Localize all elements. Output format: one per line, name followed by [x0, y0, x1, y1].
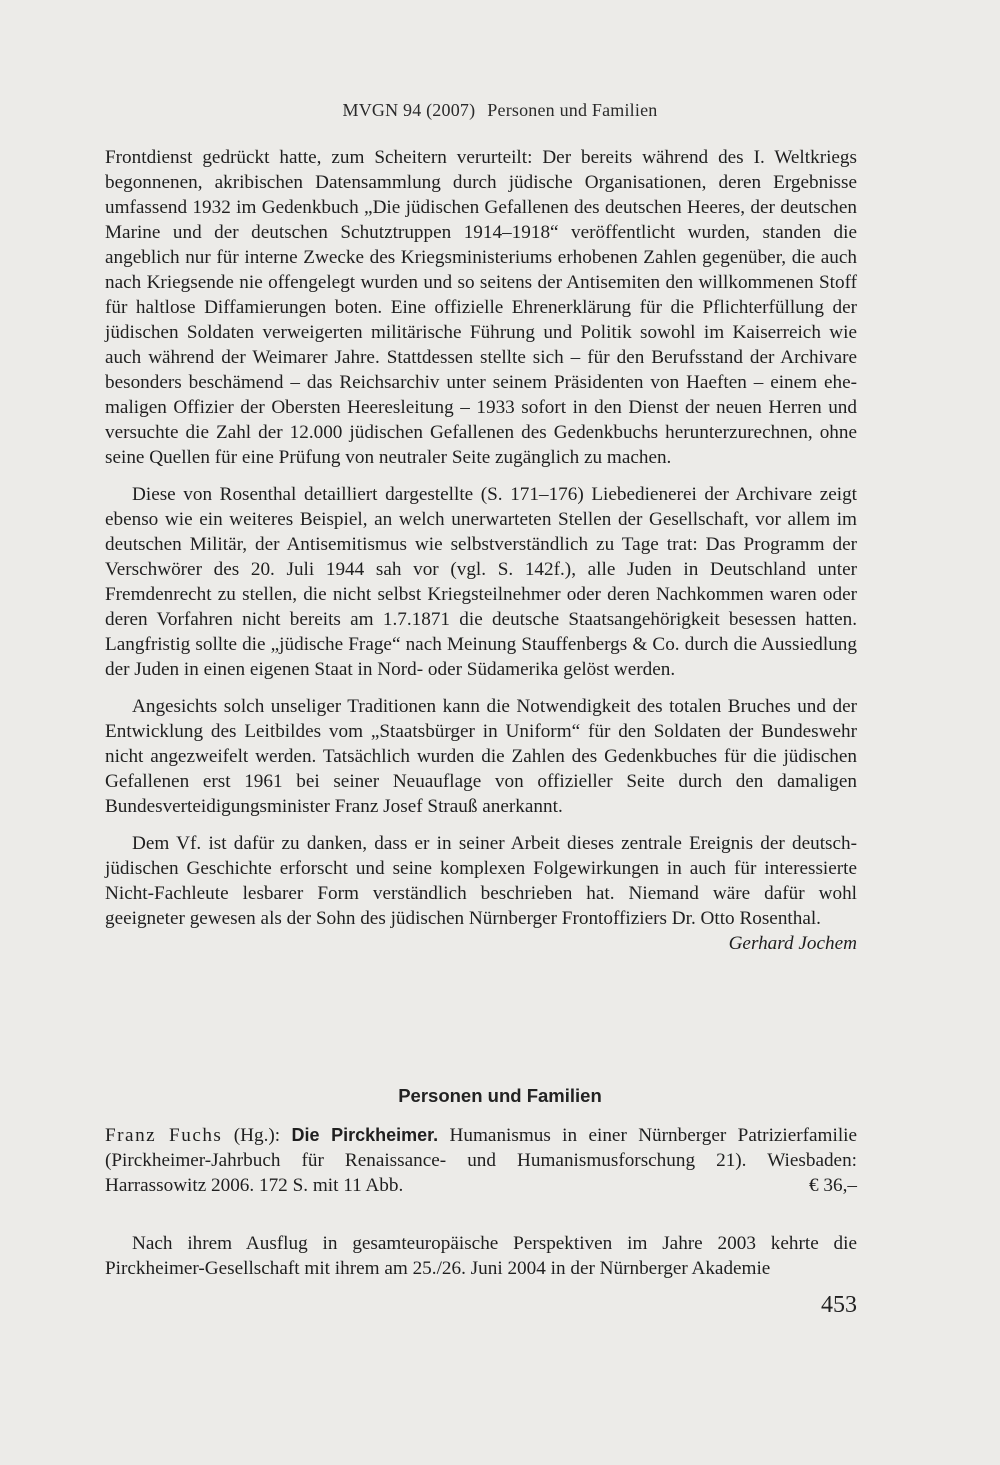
editor-mark: (Hg.):: [233, 1125, 281, 1146]
paragraph-4: [105, 831, 857, 954]
book-price: € 36,–: [809, 1175, 857, 1196]
page-number: 453: [821, 1292, 857, 1318]
section-heading: Personen und Familien: [398, 1085, 602, 1106]
running-head: [0, 100, 1000, 121]
paragraph-4-text: Dem Vf. ist dafür zu danken, dass er in seiner Arbeit dieses zentrale Ereignis der deutsch-jüdischen Geschichte erforscht und seine komplexen Folgewirkungen in auch für interessierte Nicht-Fachleute lesbarer Form verständlich beschrieben hat. Niemand wäre dafür wohl geeigneter gewesen als der Sohn des jüdischen Nürnberger Frontoffiziers Dr. Otto Rosenthal.: [105, 833, 857, 929]
bibliographic-entry: [105, 1123, 857, 1198]
book-details: Humanismus in einer Nürnberger Patrizierfamilie (Pirckheimer-Jahrbuch für Renaissance- und Humanismusforschung 21). Wiesbaden: Harrassowitz 2006. 172 S. mit 11 Abb.: [105, 1125, 857, 1196]
book-author: Franz Fuchs: [105, 1125, 223, 1146]
journal-reference: MVGN 94 (2007): [342, 100, 476, 120]
review-body: [105, 145, 857, 956]
review-opening-paragraph: Nach ihrem Ausflug in gesamteuropäische Perspektiven im Jahre 2003 kehrte die Pirckheimer-Gesellschaft mit ihrem am 25./26. Juni 2004 in der Nürnberger Akademie: [105, 1233, 857, 1280]
paragraph-1: Frontdienst gedrückt hatte, zum Scheitern verurteilt: Der bereits während des I. Weltkriegs begonnenen, akribischen Datensammlung durch jüdische Organisationen, deren Ergebnisse umfassend 1932 im Gedenkbuch „Die jüdischen Gefallenen des deutschen Heeres, der deutschen Marine und der deutschen Schutztruppen 1914–1918“ veröffentlicht wurden, standen die angeblich nur für interne Zwecke des Kriegsministeriums erhobenen Zahlen gegenüber, die auch nach Kriegsende nie offengelegt wurden und so seitens der Antisemiten den willkommenen Stoff für haltlose Diffamierungen boten. Eine offizielle Ehrenerklärung für die Pflichterfüllung der jüdischen Soldaten verweigerten militärische Führung und Politik sowohl im Kaiserreich wie auch während der Weimarer Jahre. Stattdessen stellte sich – für den Berufsstand der Archivare besonders beschämend – das Reichsarchiv unter seinem Präsidenten von Haeften – einem ehemaligen Offizier der Obersten Heeresleitung – 1933 sofort in den Dienst der neuen Herren und versuchte die Zahl der 12.000 jüdischen Gefallenen des Gedenkbuchs herunterzurechnen, ohne seine Quellen für eine Prüfung von neutraler Seite zugänglich zu machen.: [105, 147, 857, 468]
paragraph-2: Diese von Rosenthal detailliert dargestellte (S. 171–176) Liebedienerei der Archivare zeigt ebenso wie ein weiteres Beispiel, an welch unerwarteten Stellen der Gesellschaft, vor allem im deutschen Militär, der Antisemitismus wie selbstverständlich zu Tage trat: Das Programm der Verschwörer des 20. Juli 1944 sah vor (vgl. S. 142f.), alle Juden in Deutschland unter Fremdenrecht zu stellen, die nicht selbst Kriegsteilnehmer oder deren Nachkommen waren oder deren Vorfahren nicht bereits am 1.7.1871 die deutsche Staatsangehörigkeit besessen hatten. Langfristig sollte die „jüdische Frage“ nach Meinung Stauffenbergs & Co. durch die Aussiedlung der Juden in einen eigenen Staat in Nord- oder Südamerika gelöst werden.: [105, 484, 857, 680]
paragraph-3: Angesichts solch unseliger Traditionen kann die Notwendigkeit des totalen Bruches und der Entwicklung des Leitbildes vom „Staatsbürger in Uniform“ für den Soldaten der Bundeswehr nicht angezweifelt werden. Tatsächlich wurden die Zahlen des Gedenkbuches für die jüdischen Gefallenen erst 1961 bei seiner Neuauflage von offizieller Seite durch den damaligen Bundesverteidigungsminister Franz Josef Strauß anerkannt.: [105, 696, 857, 817]
section-title: Personen und Familien: [487, 100, 658, 120]
book-title: Die Pirckheimer.: [291, 1125, 439, 1145]
reviewer-signature: Gerhard Jochem: [728, 933, 857, 954]
